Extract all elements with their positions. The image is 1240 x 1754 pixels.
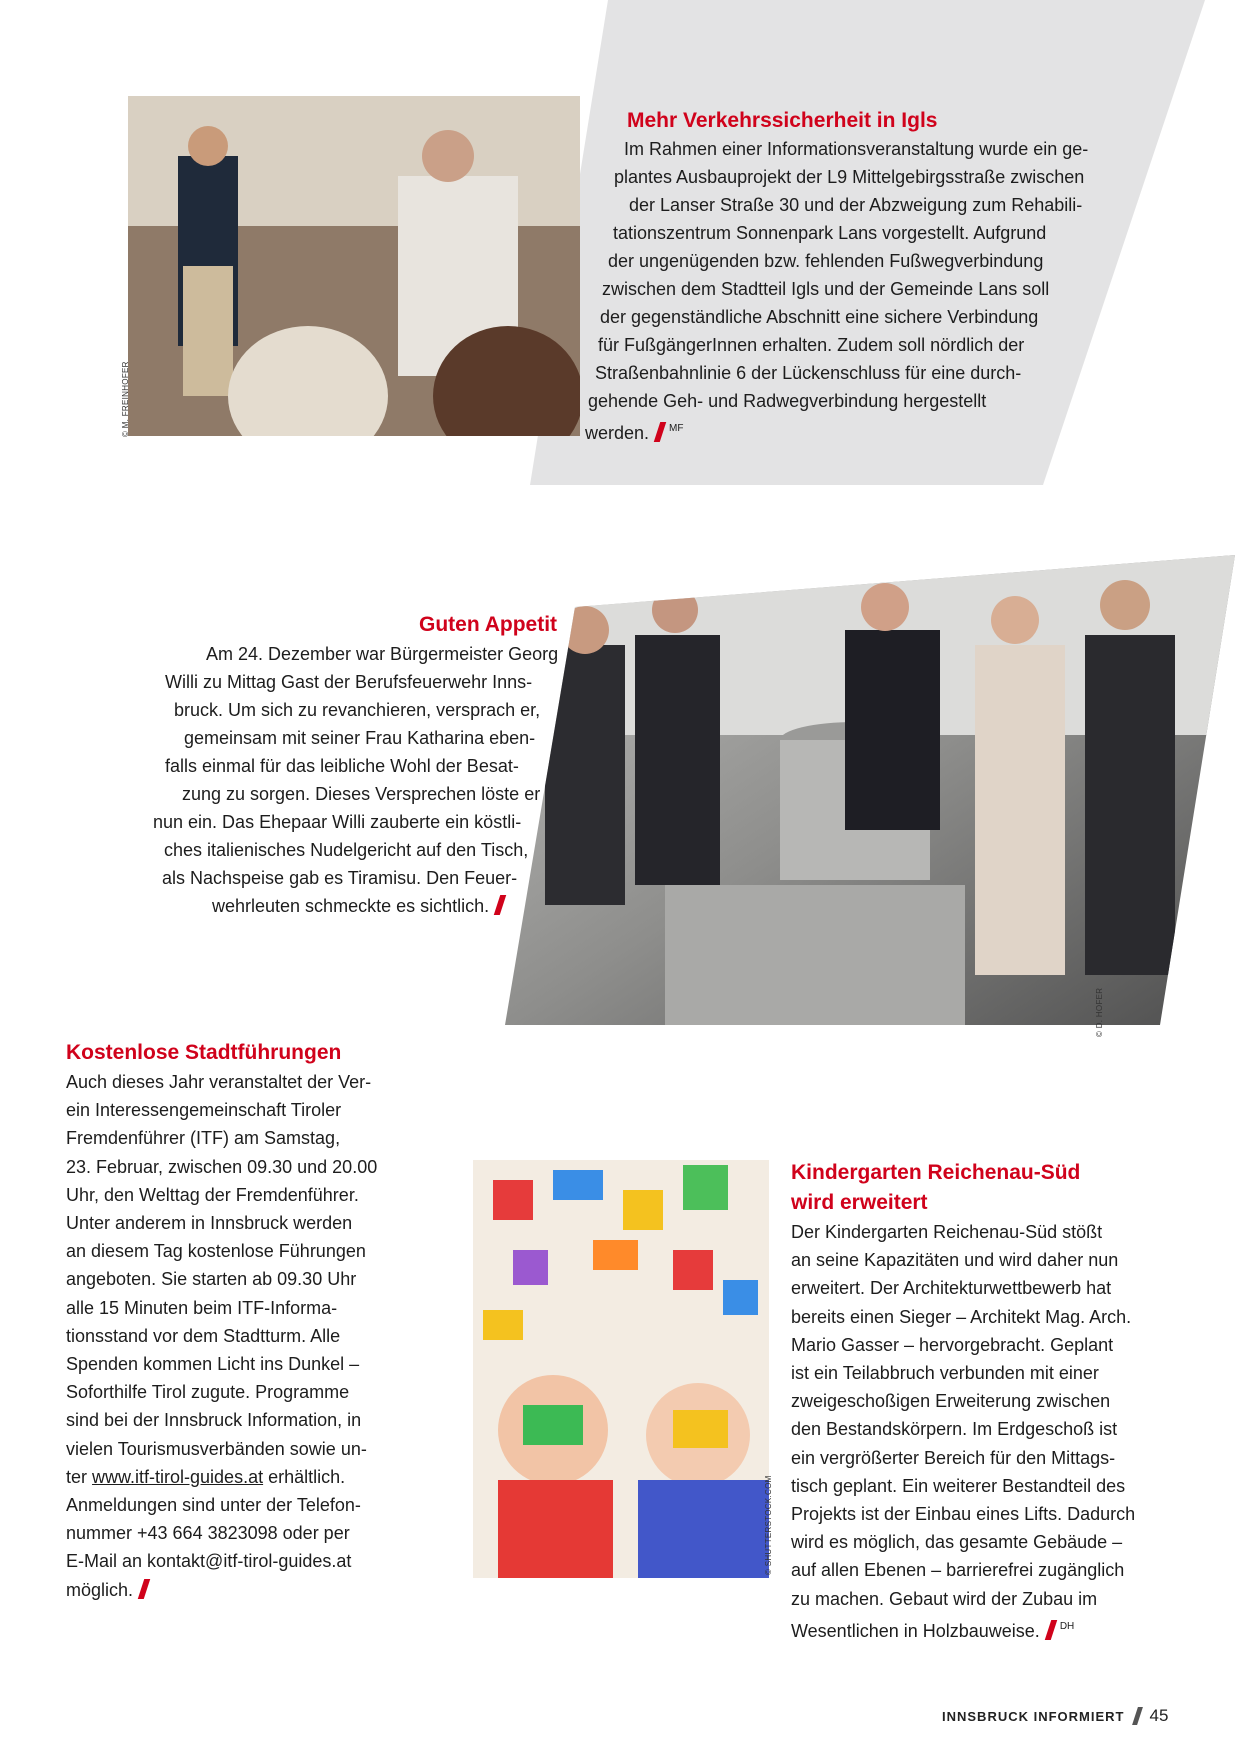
- page-number: 45: [1149, 1706, 1169, 1725]
- link-prefix: ter: [66, 1466, 88, 1487]
- text-line: Wesentlichen in Holzbauweise.: [791, 1620, 1040, 1641]
- text-line: ein Interessengemeinschaft Tiroler: [66, 1100, 342, 1121]
- end-slash-icon: [1045, 1620, 1057, 1640]
- headline-kindergarten-1: Kindergarten Reichenau-Süd: [791, 1161, 1081, 1184]
- text-line: Anmeldungen sind unter der Telefon-: [66, 1495, 361, 1516]
- text-line: an seine Kapazitäten und wird daher nun: [791, 1250, 1119, 1271]
- body-kindergarten: [791, 1218, 1171, 1645]
- headline-appetit: Guten Appetit: [419, 613, 558, 636]
- photo-appetit-kitchen: [505, 555, 1235, 1025]
- photo-kindergarten-kids: [473, 1160, 769, 1578]
- text-line: Projekts ist der Einbau eines Lifts. Dadurch: [791, 1504, 1136, 1525]
- end-slash-icon: [138, 1579, 150, 1599]
- text-line: alle 15 Minuten beim ITF-Informa-: [66, 1297, 338, 1318]
- text-line: Im Rahmen einer Informationsveranstaltung wurde ein ge-: [624, 139, 1089, 159]
- text-line: Auch dieses Jahr veranstaltet der Ver-: [66, 1072, 372, 1092]
- itf-website-link[interactable]: www.itf-tirol-guides.at: [92, 1466, 264, 1487]
- text-line: wird es möglich, das gesamte Gebäude –: [791, 1532, 1123, 1553]
- text-line: gehende Geh- und Radwegverbindung hergestellt: [588, 391, 987, 411]
- text-line: an diesem Tag kostenlose Führungen: [66, 1241, 366, 1262]
- text-line: bruck. Um sich zu revanchieren, versprach er,: [174, 700, 541, 720]
- text-line: Soforthilfe Tirol zugute. Programme: [66, 1382, 350, 1403]
- text-line: zwischen dem Stadtteil Igls und der Gemeinde Lans soll: [602, 279, 1050, 299]
- link-suffix: erhältlich.: [268, 1466, 346, 1487]
- credit-igls: © M. FREINHOFER: [121, 361, 130, 437]
- page-footer: [942, 1706, 1168, 1726]
- text-line: vielen Tourismusverbänden sowie un-: [66, 1438, 367, 1459]
- photo-igls-event: [128, 96, 580, 436]
- text-line: gemeinsam mit seiner Frau Katharina eben-: [184, 728, 536, 748]
- text-line: wehrleuten schmeckte es sichtlich.: [212, 896, 490, 916]
- text-line: Unter anderem in Innsbruck werden: [66, 1213, 353, 1234]
- text-line: zweigeschoßigen Erweiterung zwischen: [791, 1391, 1111, 1412]
- text-line: plantes Ausbauprojekt der L9 Mittelgebirgsstraße zwischen: [614, 167, 1085, 187]
- author-tag: DH: [1059, 1620, 1075, 1632]
- text-line: erweitert. Der Architekturwettbewerb hat: [791, 1278, 1112, 1299]
- text-line: ein vergrößerter Bereich für den Mittags-: [791, 1447, 1116, 1468]
- text-line: Uhr, den Welttag der Fremdenführer.: [66, 1184, 359, 1205]
- text-line: tisch geplant. Ein weiterer Bestandteil des: [791, 1475, 1126, 1496]
- text-line: 23. Februar, zwischen 09.30 und 20.00: [66, 1156, 378, 1177]
- text-line: falls einmal für das leibliche Wohl der Besat-: [165, 756, 519, 776]
- end-slash-icon: [654, 422, 666, 442]
- photo-kids-illustration: [473, 1160, 769, 1578]
- text-line: ist ein Teilabbruch verbunden mit einer: [791, 1363, 1099, 1384]
- text-line: Am 24. Dezember war Bürgermeister Georg: [206, 644, 559, 664]
- text-line: tionsstand vor dem Stadtturm. Alle: [66, 1325, 341, 1346]
- text-line: Fremdenführer (ITF) am Samstag,: [66, 1128, 341, 1149]
- text-line: Straßenbahnlinie 6 der Lückenschluss für eine durch-: [595, 363, 1022, 383]
- text-line: ches italienisches Nudelgericht auf den Tisch,: [164, 840, 529, 860]
- text-line: der Lanser Straße 30 und der Abzweigung zum Rehabili-: [629, 195, 1083, 215]
- text-line: nun ein. Das Ehepaar Willi zauberte ein köstli-: [153, 812, 522, 832]
- text-line: Der Kindergarten Reichenau-Süd stößt: [791, 1222, 1103, 1242]
- body-stadtfuehrungen: [66, 1068, 426, 1604]
- photo-igls-illustration: [128, 96, 580, 436]
- text-line: auf allen Ebenen – barrierefrei zugänglich: [791, 1560, 1125, 1581]
- author-tag: MF: [669, 423, 684, 434]
- text-line: tationszentrum Sonnenpark Lans vorgestellt. Aufgrund: [613, 223, 1047, 243]
- publication-name: INNSBRUCK INFORMIERT: [942, 1709, 1125, 1724]
- headline-stadtfuehrungen: Kostenlose Stadtführungen: [66, 1041, 342, 1064]
- text-line: möglich.: [66, 1579, 134, 1600]
- text-line: angeboten. Sie starten ab 09.30 Uhr: [66, 1269, 357, 1290]
- text-line: der ungenügenden bzw. fehlenden Fußwegverbindung: [608, 251, 1044, 271]
- text-line: E-Mail an kontakt@itf-tirol-guides.at: [66, 1551, 352, 1572]
- credit-kindergarten: © SHUTTERSTOCK.COM: [764, 1475, 773, 1575]
- text-line: zu machen. Gebaut wird der Zubau im: [791, 1588, 1098, 1609]
- text-line: Spenden kommen Licht ins Dunkel –: [66, 1354, 360, 1375]
- text-line: Willi zu Mittag Gast der Berufsfeuerwehr Inns-: [165, 672, 533, 692]
- text-line: werden.: [585, 423, 650, 443]
- text-line-with-link: [66, 1463, 426, 1491]
- footer-slash-icon: [1132, 1707, 1143, 1725]
- text-line-last: [66, 1576, 426, 1604]
- headline-kindergarten-2: wird erweitert: [791, 1191, 928, 1214]
- credit-appetit: © D. HOFER: [1095, 987, 1104, 1037]
- text-line: zung zu sorgen. Dieses Versprechen löste er: [182, 784, 541, 804]
- text-line: sind bei der Innsbruck Information, in: [66, 1410, 362, 1431]
- text-line: als Nachspeise gab es Tiramisu. Den Feuer-: [162, 868, 518, 888]
- text-line: für FußgängerInnen erhalten. Zudem soll nördlich der: [598, 335, 1025, 355]
- text-line-last: [212, 892, 503, 920]
- text-line: den Bestandskörpern. Im Erdgeschoß ist: [791, 1419, 1118, 1440]
- text-line-last: [585, 415, 684, 447]
- text-line-last: [791, 1613, 1171, 1645]
- text-line: bereits einen Sieger – Architekt Mag. Arch.: [791, 1306, 1132, 1327]
- text-line: der gegenständliche Abschnitt eine sichere Verbindung: [600, 307, 1039, 327]
- text-line: Mario Gasser – hervorgebracht. Geplant: [791, 1334, 1114, 1355]
- text-line: nummer +43 664 3823098 oder per: [66, 1523, 350, 1544]
- headline-igls: Mehr Verkehrssicherheit in Igls: [627, 109, 938, 132]
